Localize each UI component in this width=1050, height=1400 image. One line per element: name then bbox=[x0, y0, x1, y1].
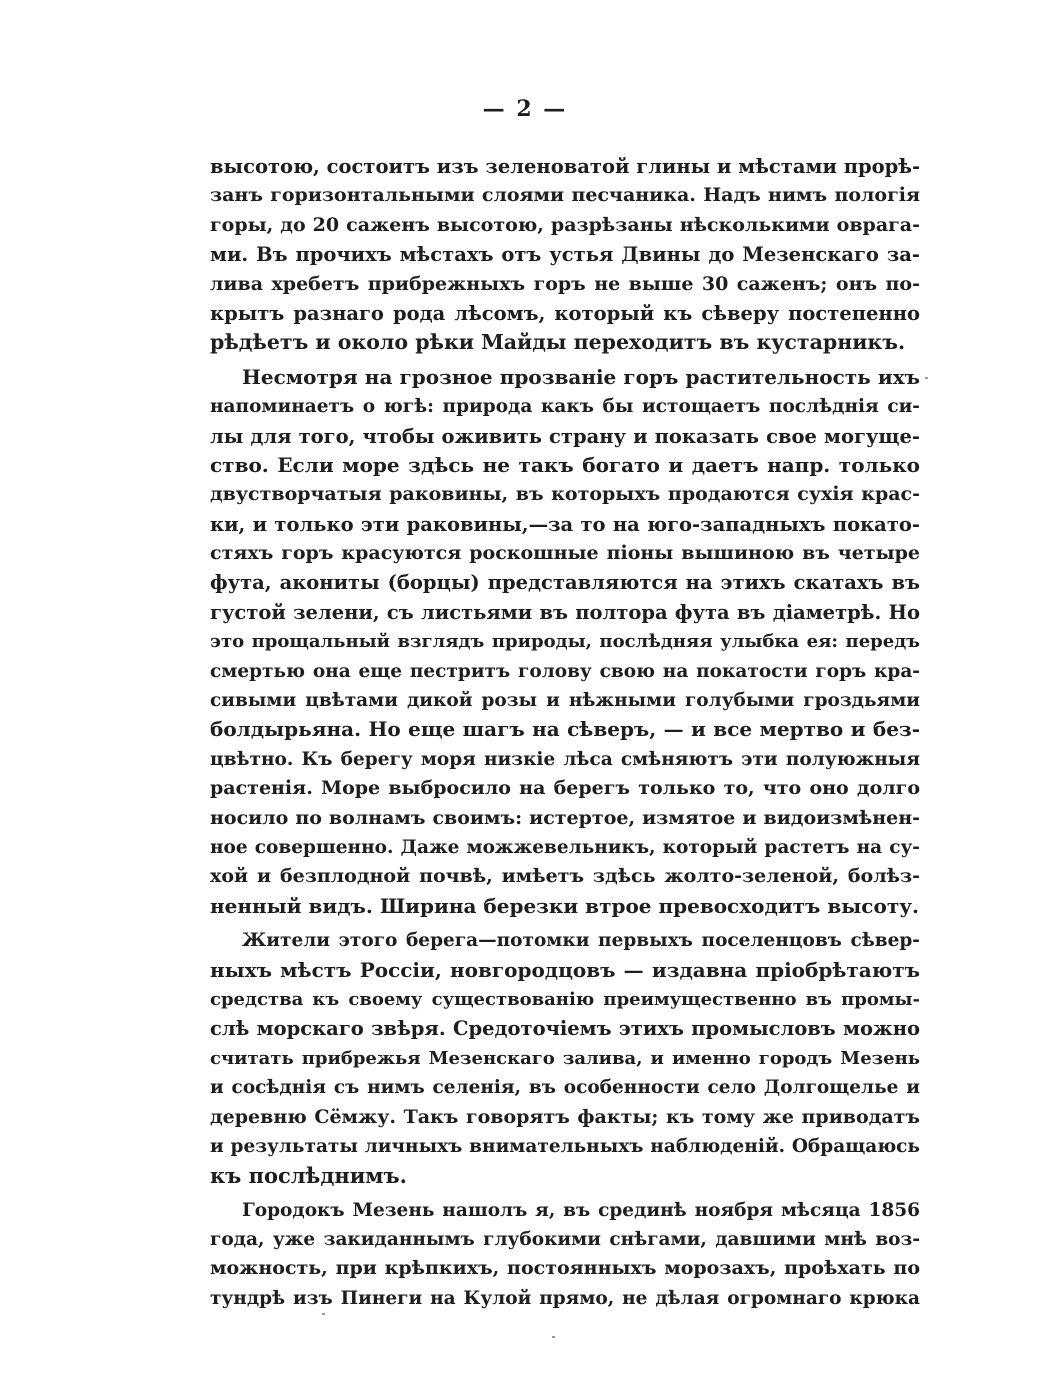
text-line: года, уже закиданнымъ глубокими снѣгами, давшими мнѣ воз- bbox=[210, 1229, 920, 1251]
paragraph bbox=[210, 1196, 920, 1314]
text-line: тундрѣ изъ Пинеги на Кулой прямо, не дѣлая огромнаго крюка bbox=[210, 1287, 920, 1309]
text-line: ныхъ мѣстъ Россіи, новгородцовъ — издавна пріобрѣтаютъ bbox=[210, 957, 920, 982]
text-line: горы, до 20 саженъ высотою, разрѣзаны нѣсколькими оврага- bbox=[210, 213, 920, 236]
text-line: деревню Сёмжу. Такъ говорятъ факты; къ тому же приводатъ bbox=[210, 1105, 920, 1128]
text-line: занъ горизонтальными слоями песчаника. Надъ нимъ пологія bbox=[210, 184, 920, 207]
text-line: напоминаетъ о югѣ: природа какъ бы истощаетъ послѣднія си- bbox=[210, 396, 920, 418]
text-line: цвѣтно. Къ берегу моря низкіе лѣса смѣняютъ эти полуюжныя bbox=[210, 748, 920, 770]
text-line: къ послѣднимъ. bbox=[210, 1163, 407, 1189]
text-line: Городокъ Мезень нашолъ я, въ срединѣ ноября мѣсяца 1856 bbox=[242, 1199, 920, 1221]
text-line: слѣ морскаго звѣря. Средоточіемъ этихъ промысловъ можно bbox=[210, 1017, 920, 1041]
text-line: лы для того, чтобы оживить страну и показать свое могуще- bbox=[210, 424, 920, 448]
text-line: стяхъ горъ красуются роскошные піоны вышиною въ четыре bbox=[210, 542, 920, 565]
text-line: считать прибрежья Мезенскаго залива, и именно городъ Мезень bbox=[210, 1047, 920, 1069]
text-line: ми. Въ прочихъ мѣстахъ отъ устья Двины до Мезенскаго за- bbox=[210, 243, 920, 267]
text-line: двустворчатыя раковины, въ которыхъ продаются сухія крас- bbox=[210, 483, 920, 506]
paragraph bbox=[210, 152, 920, 358]
text-line: густой зелени, съ листьями въ полтора фута въ діаметрѣ. Но bbox=[210, 600, 920, 624]
text-line: ство. Если море здѣсь не такъ богато и даетъ напр. только bbox=[210, 452, 920, 477]
text-line: ненный видъ. Ширина березки втрое превосходитъ высоту. bbox=[210, 893, 919, 918]
text-line: фута, акониты (борцы) представляются на этихъ скатахъ въ bbox=[210, 571, 920, 595]
paragraph bbox=[210, 363, 920, 921]
text-line: средства къ своему существованію преимущественно въ промы- bbox=[210, 988, 920, 1010]
text-line: лива хребетъ прибрежныхъ горъ не выше 30 саженъ; онъ по- bbox=[210, 272, 920, 295]
text-line: крытъ разнаго рода лѣсомъ, который къ сѣверу постепенно bbox=[210, 301, 920, 325]
text-line: болдырьяна. Но еще шагъ на сѣверъ, — и все мертво и без- bbox=[210, 717, 920, 742]
text-line: ки, и только эти раковины,—за то на юго-западныхъ покато- bbox=[210, 512, 920, 536]
text-line: сивыми цвѣтами дикой розы и нѣжными голубыми гроздьями bbox=[210, 690, 920, 712]
text-line: ное совершенно. Даже можжевельникъ, который растетъ на су- bbox=[210, 836, 920, 858]
text-line: Жители этого берега—потомки первыхъ поселенцовъ сѣвер- bbox=[242, 930, 920, 952]
body-text bbox=[210, 152, 920, 1313]
text-line: можность, при крѣпкихъ, постоянныхъ морозахъ, проѣхать по bbox=[210, 1257, 920, 1280]
text-line: и сосѣднія съ нимъ селенія, въ особенности село Долгощелье и bbox=[210, 1077, 920, 1099]
text-line: и результаты личныхъ внимательныхъ наблюденій. Обращаюсь bbox=[210, 1135, 920, 1157]
text-line: Несмотря на грозное прозваніе горъ растительность ихъ bbox=[242, 364, 920, 389]
text-line: смертью она еще пестритъ голову свою на покатости горъ кра- bbox=[210, 660, 920, 682]
text-line: хой и безплодной почвѣ, имѣетъ здѣсь жолто-зеленой, болѣз- bbox=[210, 865, 920, 888]
text-line: рѣдѣетъ и около рѣки Майды переходитъ въ кустарникъ. bbox=[210, 330, 906, 355]
page-number: — 2 — bbox=[482, 96, 568, 122]
text-line: носило по волнамъ своимъ: истертое, измятое и видоизмѣнен- bbox=[210, 806, 920, 829]
scan-speck bbox=[925, 377, 928, 379]
paragraph bbox=[210, 926, 920, 1191]
text-line: растенія. Море выбросило на берегъ только то, что оно долго bbox=[210, 777, 920, 800]
scan-speck bbox=[552, 1336, 555, 1338]
text-line: это прощальный взглядъ природы, послѣдняя улыбка ея: передъ bbox=[210, 631, 920, 653]
text-line: высотою, состоитъ изъ зеленоватой глины и мѣстами прорѣ- bbox=[210, 155, 921, 178]
scan-speck bbox=[322, 1313, 325, 1315]
